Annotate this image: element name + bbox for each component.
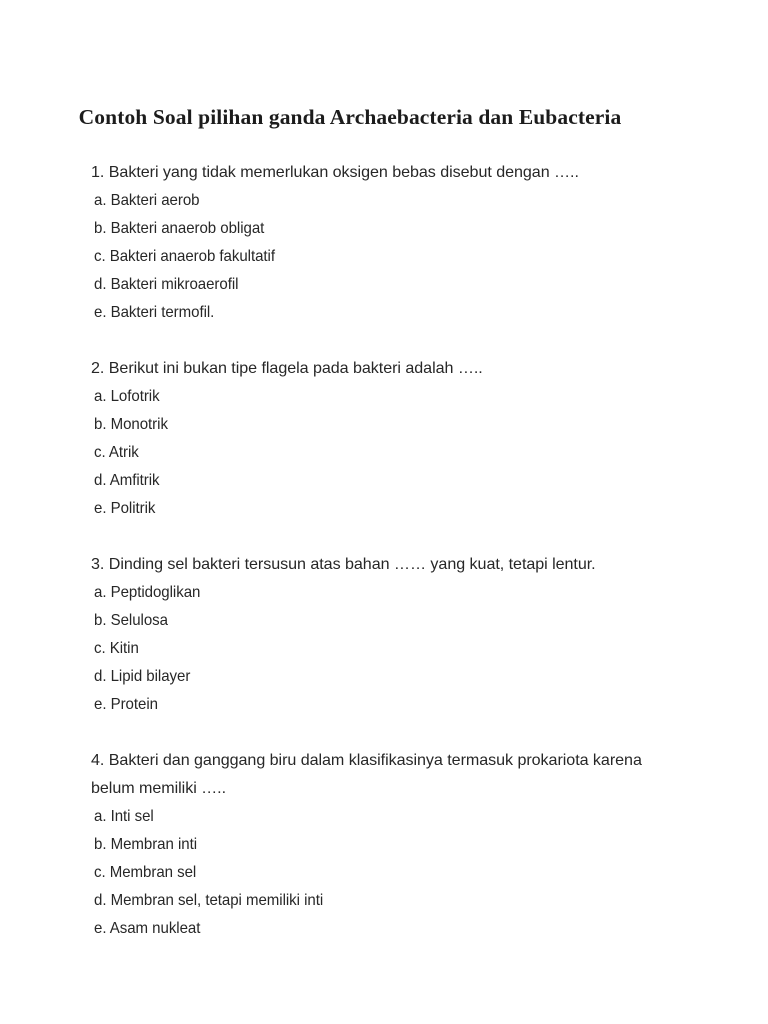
option-label: c. Atrik <box>94 443 139 461</box>
option-label: c. Membran sel <box>94 863 197 881</box>
option-label: a. Peptidoglikan <box>94 583 201 601</box>
option-label: b. Monotrik <box>94 415 168 433</box>
option-item[interactable] <box>91 242 691 270</box>
option-item[interactable] <box>91 438 691 466</box>
option-label: e. Protein <box>94 695 158 713</box>
option-list <box>91 802 691 942</box>
option-item[interactable] <box>91 662 691 690</box>
option-label: a. Lofotrik <box>94 387 160 405</box>
option-label: b. Membran inti <box>94 835 198 853</box>
option-label: e. Politrik <box>94 499 156 517</box>
option-label: b. Selulosa <box>94 611 168 629</box>
option-item[interactable] <box>91 186 691 214</box>
option-item[interactable] <box>91 830 691 858</box>
page-title: Contoh Soal pilihan ganda Archaebacteria dan Eubacteria <box>78 105 622 130</box>
option-list <box>91 578 691 718</box>
question-stem: 1. Bakteri yang tidak memerlukan oksigen bebas disebut dengan ….. <box>91 163 579 181</box>
questions-container <box>91 158 691 942</box>
option-item[interactable] <box>91 914 691 942</box>
option-label: c. Bakteri anaerob fakultatif <box>94 247 275 265</box>
option-item[interactable] <box>91 578 691 606</box>
question-block <box>91 158 691 326</box>
option-item[interactable] <box>91 606 691 634</box>
option-item[interactable] <box>91 690 691 718</box>
option-item[interactable] <box>91 298 691 326</box>
option-list <box>91 382 691 522</box>
option-label: b. Bakteri anaerob obligat <box>94 219 265 237</box>
question-stem: 2. Berikut ini bukan tipe flagela pada bakteri adalah ….. <box>91 359 483 377</box>
option-item[interactable] <box>91 270 691 298</box>
option-label: e. Bakteri termofil. <box>94 303 215 321</box>
option-list <box>91 186 691 326</box>
option-label: c. Kitin <box>94 639 139 657</box>
option-label: d. Lipid bilayer <box>94 667 191 685</box>
option-item[interactable] <box>91 214 691 242</box>
option-label: e. Asam nukleat <box>94 919 201 937</box>
option-label: d. Amfitrik <box>94 471 160 489</box>
option-label: d. Bakteri mikroaerofil <box>94 275 239 293</box>
option-item[interactable] <box>91 466 691 494</box>
option-label: d. Membran sel, tetapi memiliki inti <box>94 891 324 909</box>
question-stem: 4. Bakteri dan ganggang biru dalam klasifikasinya termasuk prokariota karena belum memiliki ….. <box>91 751 642 797</box>
option-item[interactable] <box>91 634 691 662</box>
option-item[interactable] <box>91 886 691 914</box>
question-block <box>91 354 691 522</box>
question-block <box>91 746 691 942</box>
option-label: a. Bakteri aerob <box>94 191 200 209</box>
question-stem: 3. Dinding sel bakteri tersusun atas bahan …… yang kuat, tetapi lentur. <box>91 555 596 573</box>
option-label: a. Inti sel <box>94 807 154 825</box>
option-item[interactable] <box>91 382 691 410</box>
question-block <box>91 550 691 718</box>
option-item[interactable] <box>91 802 691 830</box>
option-item[interactable] <box>91 494 691 522</box>
option-item[interactable] <box>91 858 691 886</box>
option-item[interactable] <box>91 410 691 438</box>
